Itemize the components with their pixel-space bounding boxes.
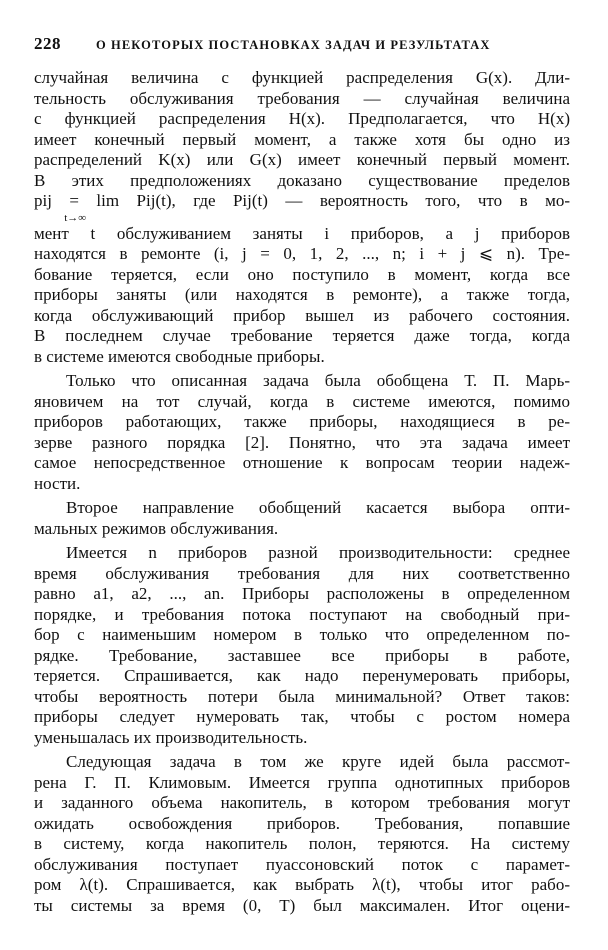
paragraph bbox=[34, 68, 570, 367]
text-line: pij = lim Pij(t), где Pij(t) — вероятность того, что в мо- bbox=[34, 191, 570, 210]
text-line: Второе направление обобщений касается выбора опти- bbox=[66, 498, 570, 517]
text-line: бование теряется, если оно поступило в момент, когда все bbox=[34, 264, 570, 284]
running-head bbox=[34, 34, 574, 58]
text-line: рена Г. П. Климовым. Имеется группа однотипных приборов bbox=[34, 772, 570, 792]
text-line: в системе имеются свободные приборы. bbox=[34, 346, 325, 366]
text-line: тельность обслуживания требования — случайная величина bbox=[34, 88, 570, 108]
text-line: мальных режимов обслуживания. bbox=[34, 518, 279, 538]
running-title: О НЕКОТОРЫХ ПОСТАНОВКАХ ЗАДАЧ И РЕЗУЛЬТАТАХ bbox=[96, 38, 491, 52]
text-line: яновичем на тот случай, когда в системе имеются, помимо bbox=[34, 391, 570, 411]
text-line: В последнем случае требование теряется даже тогда, когда bbox=[34, 326, 570, 345]
text-line: Следующая задача в том же круге идей была рассмот- bbox=[66, 752, 570, 771]
text-line: теряется. Спрашивается, как надо перенумеровать приборы, bbox=[34, 666, 570, 685]
text-line: ром λ(t). Спрашивается, как выбрать λ(t), чтобы итог рабо- bbox=[34, 875, 570, 894]
text-line: Имеется n приборов разной производительности: среднее bbox=[66, 543, 570, 562]
text-line: уменьшалась их производительность. bbox=[34, 727, 308, 747]
text-line: ожидать освобождения приборов. Требования, попавшие bbox=[34, 813, 570, 833]
text-line: порядке, и требования потока поступают на свободный при- bbox=[34, 604, 570, 624]
text-line: с функцией распределения H(x). Предполагается, что H(x) bbox=[34, 109, 570, 128]
text-line: распределений K(x) или G(x) имеет конечный первый момент. bbox=[34, 150, 570, 169]
text-line: самое непосредственное отношение к вопросам теории надеж- bbox=[34, 453, 570, 472]
text-line: и заданного объема накопитель, в котором требования могут bbox=[34, 793, 570, 812]
text-line: обслуживания поступает пуассоновский поток с парамет- bbox=[34, 854, 570, 874]
text-line: равно a1, a2, ..., an. Приборы расположены в определенном bbox=[34, 584, 570, 603]
text-line: приборы следует нумеровать так, чтобы с ростом номера bbox=[34, 707, 570, 726]
text-line: чтобы вероятность потери была минимальной? Ответ таков: bbox=[34, 686, 570, 706]
text-line: бор с наименьшим номером в только что определенном по- bbox=[34, 625, 570, 644]
paragraph bbox=[34, 498, 570, 539]
text-line: мент t обслуживанием заняты i приборов, а j приборов bbox=[34, 223, 570, 243]
text-line: находятся в ремонте (i, j = 0, 1, 2, ..., n; i + j ⩽ n). Тре- bbox=[34, 244, 570, 263]
text-line: время обслуживания требования для них соответственно bbox=[34, 563, 570, 583]
text-line: имеет конечный первый момент, а также хотя бы одно из bbox=[34, 129, 570, 149]
text-line: ты системы за время (0, T) был максимален. Итог оцени- bbox=[34, 895, 570, 915]
limit-subscript-line: t→∞ bbox=[34, 211, 87, 224]
text-line: зерве разного порядка [2]. Понятно, что эта задача имеет bbox=[34, 432, 570, 452]
page-number: 228 bbox=[34, 34, 61, 53]
paragraph bbox=[34, 543, 570, 748]
paragraph bbox=[34, 752, 570, 916]
text-line: приборов работающих, также приборы, находящиеся в ре- bbox=[34, 412, 570, 431]
text-line: ности. bbox=[34, 473, 81, 493]
text-line: когда обслуживающий прибор вышел из рабочего состояния. bbox=[34, 305, 570, 325]
text-line: рядке. Требование, заставшее все приборы в работе, bbox=[34, 645, 570, 665]
text-line: Только что описанная задача была обобщена Т. П. Марь- bbox=[66, 371, 570, 390]
body-text bbox=[34, 68, 570, 916]
text-line: В этих предположениях доказано существование пределов bbox=[34, 170, 570, 190]
text-line: в систему, когда накопитель полон, теряются. На систему bbox=[34, 834, 570, 853]
text-line: приборы заняты (или находятся в ремонте), а также тогда, bbox=[34, 285, 570, 304]
text-line: случайная величина с функцией распределения G(x). Дли- bbox=[34, 68, 570, 87]
paragraph bbox=[34, 371, 570, 494]
